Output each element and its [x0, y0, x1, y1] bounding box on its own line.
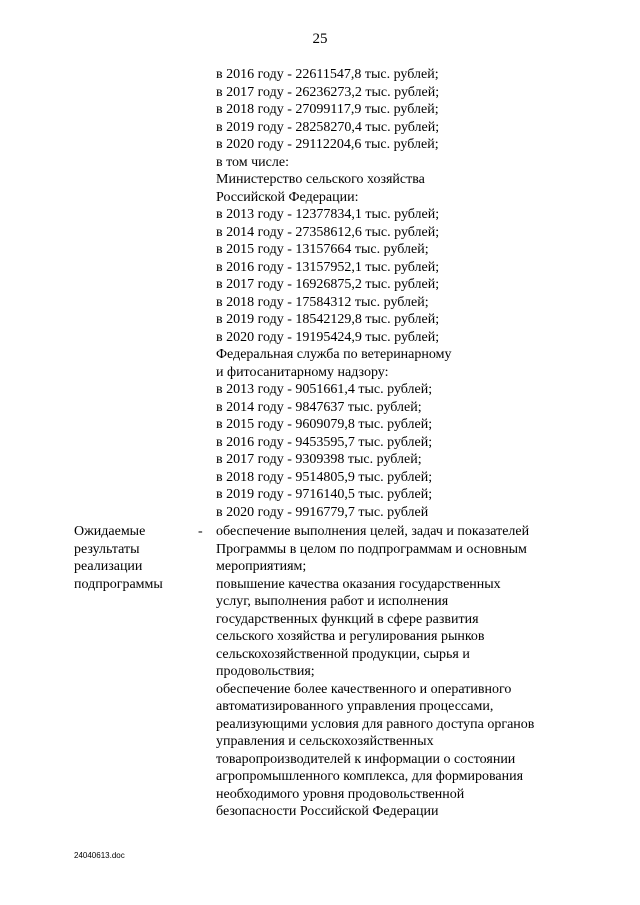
funding-line: в 2020 году - 29112204,6 тыс. рублей; — [216, 137, 439, 152]
expected-results-label — [74, 523, 184, 593]
label-line: Ожидаемые — [74, 524, 146, 539]
result-line: автоматизированного управления процессами, — [216, 699, 494, 714]
agency-heading: Федеральная служба по ветеринарному — [216, 347, 452, 362]
result-line: товаропроизводителей к информации о состоянии — [216, 751, 516, 767]
agency-heading: Российской Федерации: — [216, 189, 359, 205]
funding-line: в 2013 году - 12377834,1 тыс. рублей; — [216, 207, 440, 222]
page-number: 25 — [312, 31, 328, 47]
result-line: безопасности Российской Федерации — [216, 804, 439, 819]
result-line: обеспечение выполнения целей, задач и показателей — [216, 524, 530, 539]
result-line: агропромышленного комплекса, для формирования — [216, 769, 524, 784]
agency-heading: Министерство сельского хозяйства — [216, 172, 425, 187]
funding-line: в 2017 году - 26236273,2 тыс. рублей; — [216, 84, 440, 100]
label-line: реализации — [74, 559, 143, 574]
result-line: обеспечение более качественного и оперативного — [216, 681, 512, 697]
result-line: повышение качества оказания государственных — [216, 576, 501, 592]
funding-line: в 2018 году - 9514805,9 тыс. рублей; — [216, 469, 433, 485]
funding-line: в 2018 году - 17584312 тыс. рублей; — [216, 294, 429, 310]
result-line: реализующими условия для равного доступа органов — [216, 716, 535, 732]
result-line: управления и сельскохозяйственных — [216, 734, 434, 749]
result-line: услуг, выполнения работ и исполнения — [216, 594, 449, 609]
document-filename: 24040613.doc — [74, 851, 125, 860]
funding-line: в 2020 году - 9916779,7 тыс. рублей — [216, 504, 429, 520]
funding-line: в 2017 году - 16926875,2 тыс. рублей; — [216, 277, 440, 292]
funding-line: в 2020 году - 19195424,9 тыс. рублей; — [216, 329, 440, 345]
funding-line: в 2015 году - 13157664 тыс. рублей; — [216, 242, 429, 257]
funding-line: в 2019 году - 9716140,5 тыс. рублей; — [216, 487, 433, 502]
funding-line: в 2014 году - 9847637 тыс. рублей; — [216, 399, 422, 415]
separator-dash: - — [198, 524, 203, 539]
result-line: государственных функций в сфере развития — [216, 611, 479, 627]
expected-results-text — [216, 523, 596, 821]
funding-line: в 2014 году - 27358612,6 тыс. рублей; — [216, 224, 440, 240]
funding-line: в 2013 году - 9051661,4 тыс. рублей; — [216, 382, 433, 397]
agency-heading: и фитосанитарному надзору: — [216, 364, 389, 380]
label-line: результаты — [74, 541, 140, 557]
funding-line: в том числе: — [216, 154, 289, 170]
result-line: сельскохозяйственной продукции, сырья и — [216, 646, 470, 662]
funding-line: в 2019 году - 18542129,8 тыс. рублей; — [216, 312, 440, 327]
expected-results-row — [74, 523, 594, 823]
result-line: сельского хозяйства и регулирования рынков — [216, 629, 485, 644]
result-line: продовольствия; — [216, 664, 315, 679]
funding-line: в 2016 году - 22611547,8 тыс. рублей; — [216, 67, 439, 82]
funding-line: в 2018 году - 27099117,9 тыс. рублей; — [216, 102, 439, 117]
funding-line: в 2019 году - 28258270,4 тыс. рублей; — [216, 119, 440, 135]
funding-list — [216, 66, 596, 521]
result-line: Программы в целом по подпрограммам и основным — [216, 541, 527, 557]
label-line: подпрограммы — [74, 576, 163, 592]
funding-line: в 2016 году - 9453595,7 тыс. рублей; — [216, 434, 433, 450]
result-line: мероприятиям; — [216, 559, 307, 574]
funding-line: в 2015 году - 9609079,8 тыс. рублей; — [216, 417, 433, 432]
funding-line: в 2017 году - 9309398 тыс. рублей; — [216, 452, 422, 467]
funding-line: в 2016 году - 13157952,1 тыс. рублей; — [216, 259, 440, 275]
result-line: необходимого уровня продовольственной — [216, 786, 465, 802]
